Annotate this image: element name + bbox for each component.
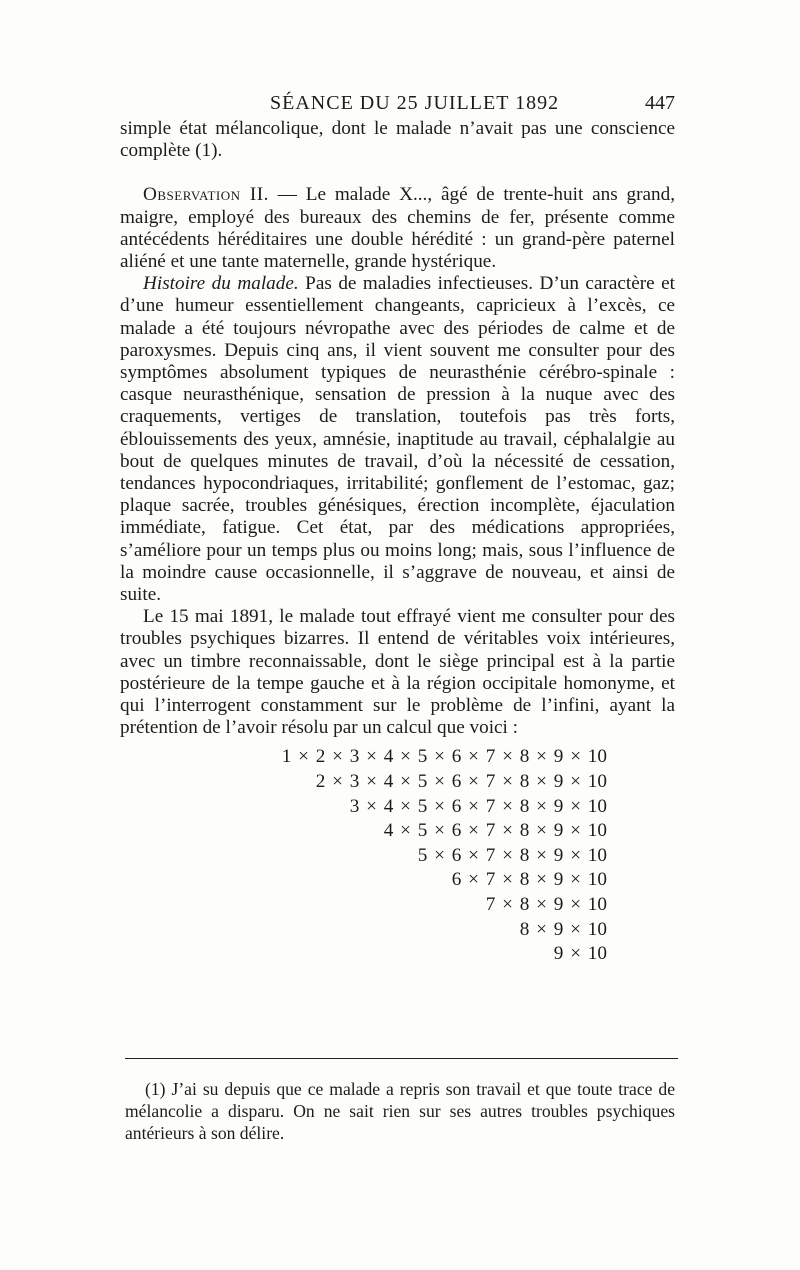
footnote-divider [125,1058,678,1059]
paragraph-observation [120,184,675,273]
calculation-row: 9 × 10 [553,943,607,965]
page-number: 447 [645,92,675,114]
paragraph-continuation: simple état mélancolique, dont le malade n’avait pas une conscience complète (1). [120,118,675,162]
calculation-row: 4 × 5 × 6 × 7 × 8 × 9 × 10 [383,820,607,842]
footnote-text: (1) J’ai su depuis que ce malade a repris son travail et que toute trace de mélancolie a disparu. On ne sait rien sur ses autres troubles psychiques antérieurs à son délire. [125,1079,675,1143]
calculation-block [120,745,675,967]
observation-heading: Observation II. [143,184,269,206]
footnote [125,1078,675,1144]
calculation-row: 6 × 7 × 8 × 9 × 10 [451,869,607,891]
header-title: SÉANCE DU 25 JUILLET 1892 [270,92,560,114]
calculation-row: 1 × 2 × 3 × 4 × 5 × 6 × 7 × 8 × 9 × 10 [281,746,607,768]
paragraph-consultation: Le 15 mai 1891, le malade tout effrayé vient me consulter pour des troubles psychiques bizarres. Il entend de véritables voix intérieures, avec un timbre reconnaissable, dont le siège principal est à la partie postérieure de la tempe gauche et à la région occipitale homonyme, et qui l’interrogent constamment sur le problème de l’infini, ayant la prétention de l’avoir résolu par un calcul que voici : [120,606,675,739]
running-header [120,88,675,118]
calculation-row: 8 × 9 × 10 [519,918,607,940]
calculation-row: 2 × 3 × 4 × 5 × 6 × 7 × 8 × 9 × 10 [315,771,607,793]
page-body [120,88,675,967]
calculation-row: 5 × 6 × 7 × 8 × 9 × 10 [417,844,607,866]
paragraph-gap [120,162,675,184]
observation-text: — Le malade X..., âgé de trente-huit ans grand, maigre, employé des bureaux des chemins de fer, présente comme antécédents héréditaires une double hérédité : un grand-père paternel aliéné et une tante maternelle, grande hystérique. [120,184,675,273]
paragraph-history [120,273,675,606]
calculation-row: 7 × 8 × 9 × 10 [485,894,607,916]
calculation-row: 3 × 4 × 5 × 6 × 7 × 8 × 9 × 10 [349,795,607,817]
history-text: Pas de maladies infectieuses. D’un caractère et d’une humeur essentiellement changeants, capricieux à l’excès, ce malade a été toujours névropathe avec des périodes de calme et de paroxysmes. Depuis cinq ans, il vient souvent me consulter pour des symptômes absolument typiques de neurasthénie cérébro-spinale : casque neurasthénique, sensation de pression à la nuque avec des craquements, vertiges de translation, toutefois pas très forts, éblouissements des yeux, amnésie, inaptitude au travail, céphalalgie au bout de quelques minutes de travail, d’où la nécessité de cessation, tendances hypocondriaques, irritabilité; gonflement de l’estomac, gaz; plaque sacrée, troubles génésiques, érection incomplète, éjaculation immédiate, fatigue. Cet état, par des médications appropriées, s’améliore pour un temps plus ou moins long; mais, sous l’influence de la moindre cause occasionnelle, il s’aggrave de nouveau, et ainsi de suite. [120,273,675,606]
history-heading: Histoire du malade. [143,273,299,295]
